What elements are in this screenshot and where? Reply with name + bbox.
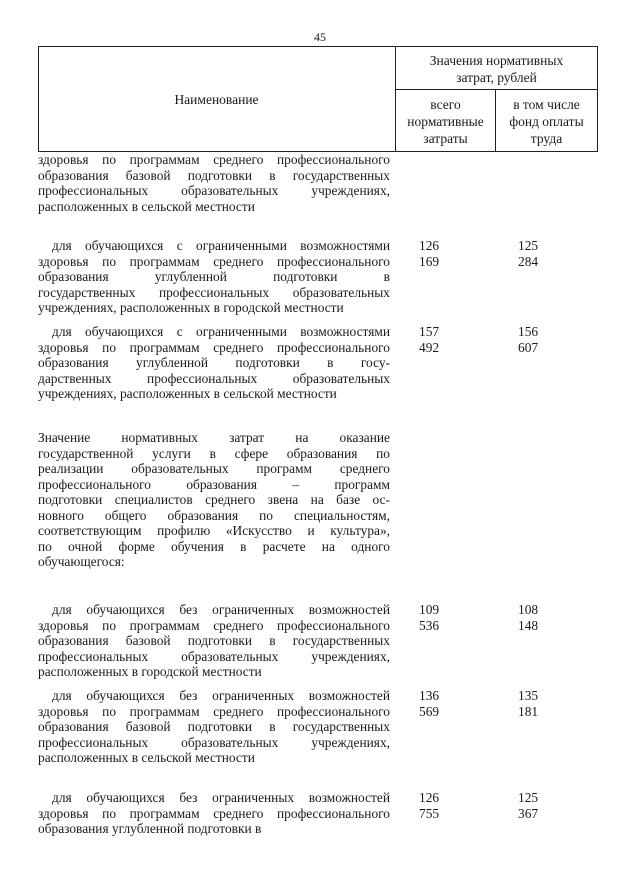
row-description-line: государственной услуги в сфере образования по xyxy=(38,445,390,461)
row-wage-value: 108 148 xyxy=(518,602,539,633)
row-description xyxy=(38,790,390,837)
header-wage-line: труда xyxy=(530,131,563,146)
row-description-line: расположенных в городской местности xyxy=(38,664,262,679)
header-top-border xyxy=(38,46,598,47)
row-description xyxy=(38,324,390,402)
row-description-line: образования углубленной подготовки в xyxy=(38,821,262,836)
row-description-line: профессиональных образовательных учреждениях, xyxy=(38,183,390,198)
table-row xyxy=(38,790,539,837)
row-description-line: профессионального образования – программ xyxy=(38,476,390,492)
row-description-line: образования углубленной подготовки в xyxy=(38,269,390,284)
table-row xyxy=(38,324,539,402)
row-description-line: здоровья по программам среднего профессионального xyxy=(38,805,390,821)
row-description-line: для обучающихся с ограниченными возможностями xyxy=(52,238,390,253)
header-values-line: затрат, рублей xyxy=(456,70,537,85)
header-values-line: Значения нормативных xyxy=(429,53,564,68)
row-total-value: 126 755 xyxy=(419,790,440,821)
row-description-line: образования углубленной подготовки в госу- xyxy=(38,355,390,370)
row-description-line: дарственных профессиональных образовательных xyxy=(38,370,390,386)
row-total-value: 157 492 xyxy=(419,324,440,355)
row-description-line: здоровья по программам среднего профессионального xyxy=(38,253,390,269)
table-row xyxy=(38,688,539,766)
row-description-line: учреждениях, расположенных в сельской местности xyxy=(38,386,337,401)
table-row xyxy=(38,152,390,214)
row-description-line: расположенных в сельской местности xyxy=(38,750,255,765)
row-description xyxy=(38,152,390,214)
row-description xyxy=(38,602,390,680)
row-description-line: Значение нормативных затрат на оказание xyxy=(38,430,390,445)
header-name-col: Наименование xyxy=(174,92,259,107)
row-description-line: соответствующим профилю «Искусство и культура», xyxy=(38,523,390,538)
page-number: 45 xyxy=(314,30,326,44)
header-right-border xyxy=(597,46,598,152)
header-total-line: нормативные xyxy=(407,114,484,129)
header-total-line: затраты xyxy=(423,131,468,146)
row-description-line: профессиональных образовательных учреждениях, xyxy=(38,648,390,664)
row-description-line: образования базовой подготовки в государственных xyxy=(38,719,390,734)
table-row xyxy=(38,430,390,570)
row-description-line: для обучающихся без ограниченных возможностей xyxy=(52,790,390,805)
header-total-col xyxy=(396,96,495,147)
row-description xyxy=(38,688,390,766)
row-description-line: учреждениях, расположенных в городской местности xyxy=(38,300,344,315)
row-wage-value: 156 607 xyxy=(518,324,539,355)
row-description-line: по очной форме обучения в расчете на одного xyxy=(38,538,390,554)
row-description-line: для обучающихся без ограниченных возможностей xyxy=(52,602,390,617)
row-description-line: образования базовой подготовки в государственных xyxy=(38,167,390,183)
row-description-line: здоровья по программам среднего профессионального xyxy=(38,339,390,355)
row-total-value: 136 569 xyxy=(419,688,440,719)
header-values-group xyxy=(396,52,597,86)
table-row xyxy=(38,602,539,680)
row-description-line: здоровья по программам среднего профессионального xyxy=(38,703,390,719)
row-description-line: государственных профессиональных образовательных xyxy=(38,284,390,300)
header-group-divider xyxy=(395,89,598,90)
row-description-line: для обучающихся без ограниченных возможностей xyxy=(52,688,390,703)
row-description-line: здоровья по программам среднего профессионального xyxy=(38,152,390,167)
row-wage-value: 135 181 xyxy=(518,688,539,719)
row-description-line: для обучающихся с ограниченными возможностями xyxy=(52,324,390,339)
row-description-line: обучающегося: xyxy=(38,554,125,569)
row-description-line: новного общего образования по специальностям, xyxy=(38,507,390,523)
row-description xyxy=(38,238,390,316)
table-row xyxy=(38,238,539,316)
row-total-value: 109 536 xyxy=(419,602,440,633)
header-wage-col xyxy=(496,96,597,147)
row-description-line: реализации образовательных программ среднего xyxy=(38,461,390,476)
row-description-line: расположенных в сельской местности xyxy=(38,198,255,214)
header-wage-line: фонд оплаты xyxy=(509,114,584,129)
row-wage-value: 125 367 xyxy=(518,790,539,821)
row-total-value: 126 169 xyxy=(419,238,440,269)
row-description xyxy=(38,430,390,570)
row-description-line: профессиональных образовательных учреждениях, xyxy=(38,734,390,750)
header-total-line: всего xyxy=(430,97,461,112)
row-description-line: образования базовой подготовки в государственных xyxy=(38,633,390,648)
row-description-line: подготовки специалистов среднего звена на базе ос- xyxy=(38,492,390,507)
row-wage-value: 125 284 xyxy=(518,238,539,269)
row-description-line: здоровья по программам среднего профессионального xyxy=(38,617,390,633)
header-wage-line: в том числе xyxy=(513,97,580,112)
